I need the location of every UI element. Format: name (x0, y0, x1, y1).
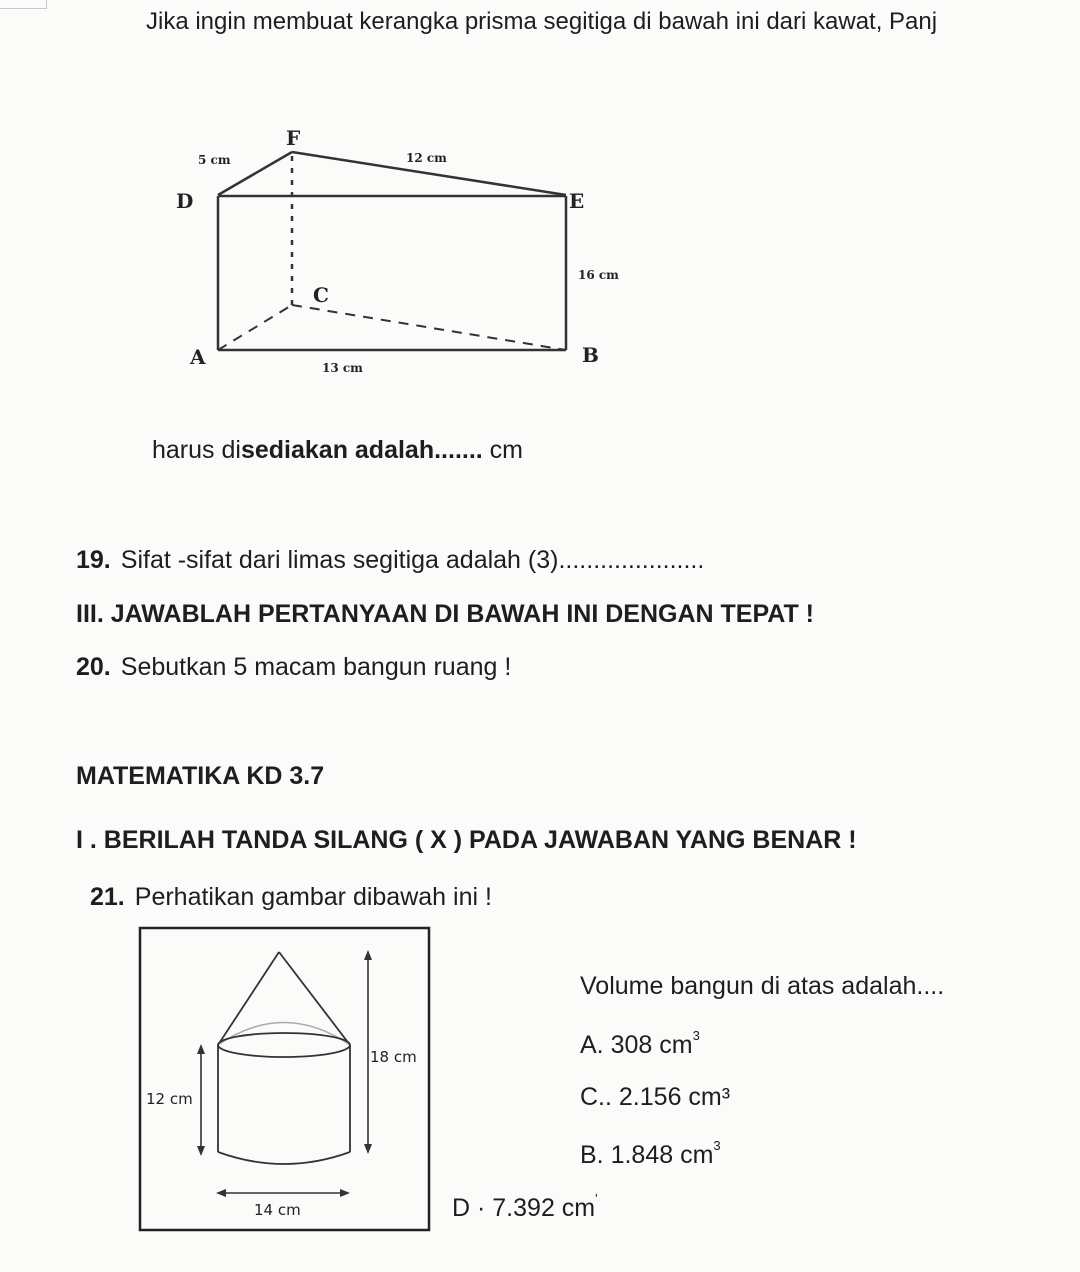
figure-frame (140, 928, 429, 1230)
option-b-value: 1.848 cm (610, 1141, 714, 1169)
section-1-heading: I . BERILAH TANDA SILANG ( X ) PADA JAWABAN YANG BENAR ! (76, 826, 857, 854)
option-c[interactable] (580, 1083, 730, 1112)
diameter-arrowhead-right (340, 1189, 350, 1197)
diameter-arrowhead-left (216, 1189, 226, 1197)
option-d-label: D · (452, 1194, 486, 1222)
continuation-plain: harus di (152, 436, 241, 464)
option-a-label: A. (580, 1031, 604, 1059)
label-total-height: 18 cm (370, 1048, 417, 1066)
cylinder-bottom (218, 1152, 350, 1164)
label-diameter: 14 cm (254, 1201, 301, 1219)
total-height-arrowhead-top (364, 950, 372, 960)
question-19 (76, 546, 704, 575)
label-df: 5 cm (198, 153, 231, 167)
question-19-number: 19. (76, 546, 111, 574)
vertex-f: F (286, 126, 301, 150)
question-21-number: 21. (90, 883, 125, 911)
vertex-c: C (313, 283, 329, 307)
label-cylinder-height: 12 cm (146, 1090, 193, 1108)
question-20-number: 20. (76, 653, 111, 681)
question-20-text: Sebutkan 5 macam bangun ruang ! (120, 653, 512, 681)
label-fe: 12 cm (406, 151, 447, 165)
question-21-text: Perhatikan gambar dibawah ini ! (134, 883, 492, 911)
option-d-sup: ' (595, 1191, 598, 1206)
cone-right-edge (279, 952, 350, 1045)
option-b[interactable] (580, 1138, 721, 1170)
label-eb: 16 cm (578, 268, 619, 282)
vertex-e: E (569, 189, 585, 213)
question-21-prompt: Volume bangun di atas adalah.... (580, 972, 945, 1000)
option-a-value: 308 cm (610, 1031, 693, 1059)
cylinder-height-arrowhead-bottom (197, 1146, 205, 1156)
cone-left-edge (218, 952, 279, 1045)
question-19-text: Sifat -sifat dari limas segitiga adalah (3)..................... (120, 546, 705, 574)
page-corner-mark (0, 0, 47, 9)
label-ab: 13 cm (322, 361, 363, 375)
option-a-sup: 3 (692, 1028, 700, 1043)
edge-ac (218, 305, 292, 350)
option-d-value: 7.392 cm (492, 1194, 596, 1222)
question-21 (90, 883, 492, 912)
cone-cylinder-figure (138, 926, 433, 1234)
option-d[interactable] (452, 1191, 598, 1223)
total-height-arrowhead-bottom (364, 1144, 372, 1154)
question-20 (76, 653, 511, 682)
subject-title: MATEMATIKA KD 3.7 (76, 762, 325, 790)
cylinder-height-arrowhead-top (197, 1044, 205, 1054)
question-18-continuation (152, 436, 523, 465)
section-3-heading: III. JAWABLAH PERTANYAAN DI BAWAH INI DENGAN TEPAT ! (76, 600, 815, 628)
continuation-unit: cm (489, 436, 523, 464)
cylinder-top (218, 1033, 350, 1057)
triangular-prism-figure (160, 120, 660, 390)
question-18-intro: Jika ingin membuat kerangka prisma segitiga di bawah ini dari kawat, Panj (146, 8, 938, 35)
vertex-b: B (582, 343, 599, 367)
edge-cb (292, 305, 566, 350)
vertex-d: D (176, 189, 194, 213)
vertex-a: A (190, 345, 206, 369)
continuation-bold: sediakan adalah....... (240, 436, 490, 464)
option-c-value: 2.156 cm³ (618, 1083, 731, 1111)
option-a[interactable] (580, 1028, 700, 1060)
option-b-sup: 3 (713, 1138, 721, 1153)
option-b-label: B. (580, 1141, 604, 1169)
option-c-label: C.. (580, 1083, 612, 1111)
